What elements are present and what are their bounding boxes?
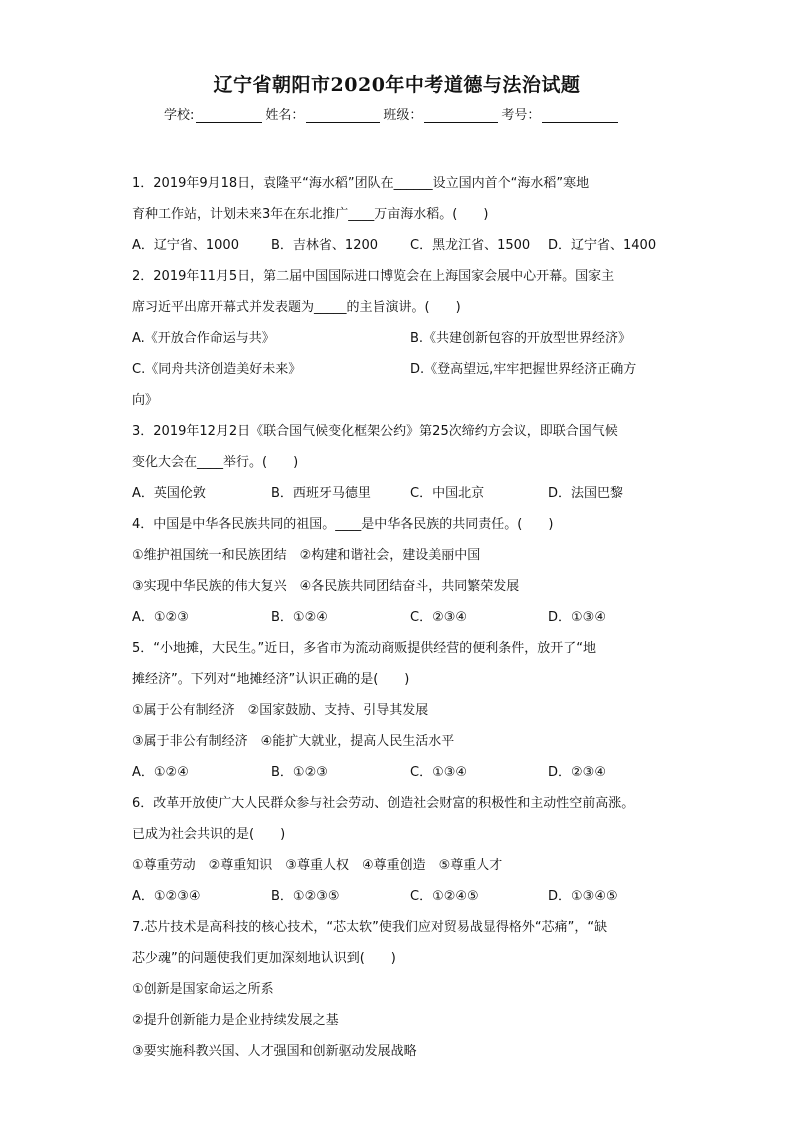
question-7-statement-2: ②提升创新能力是企业持续发展之基 <box>132 1013 339 1028</box>
question-6-line-1: 6．改革开放使广大人民群众参与社会劳动、创造社会财富的积极性和主动性空前高涨。 <box>132 796 635 811</box>
question-3-option-d[interactable]: D．法国巴黎 <box>548 486 624 501</box>
question-4-line-2: ①维护祖国统一和民族团结 ②构建和谐社会，建设美丽中国 <box>132 548 481 563</box>
question-3-line-2: 变化大会在____举行。( ) <box>132 455 299 470</box>
question-6-option-b[interactable]: B．①②③⑤ <box>271 889 340 904</box>
question-7-statement-3: ③要实施科教兴国、人才强国和创新驱动发展战略 <box>132 1044 417 1059</box>
question-6-line-2: 已成为社会共识的是( ) <box>132 827 286 842</box>
question-3-line-1: 3．2019年12月2日《联合国气候变化框架公约》第25次缔约方会议，即联合国气候 <box>132 424 618 439</box>
question-4-option-b[interactable]: B．①②④ <box>271 610 328 625</box>
question-5-line-4: ③属于非公有制经济 ④能扩大就业，提高人民生活水平 <box>132 734 455 749</box>
question-1-options <box>132 230 668 261</box>
number-blank[interactable] <box>542 108 618 123</box>
student-info-row <box>164 104 621 123</box>
class-blank[interactable] <box>424 108 498 123</box>
question-4-option-c[interactable]: C．②③④ <box>410 610 468 625</box>
question-7-statement-1: ①创新是国家命运之所系 <box>132 982 274 997</box>
question-5-line-1: 5．“小地摊，大民生。”近日，多省市为流动商贩提供经营的便利条件，放开了“地 <box>132 641 596 656</box>
question-1-option-b[interactable]: B．吉林省、1200 <box>271 238 379 253</box>
question-6-option-c[interactable]: C．①②④⑤ <box>410 889 479 904</box>
question-2-line-2: 席习近平出席开幕式并发表题为_____的主旨演讲。( ) <box>132 300 461 315</box>
question-1-line-1: 1．2019年9月18日，袁隆平“海水稻”团队在______设立国内首个“海水稻”寒地 <box>132 176 590 191</box>
question-6-line-3: ①尊重劳动 ②尊重知识 ③尊重人权 ④尊重创造 ⑤尊重人才 <box>132 858 503 873</box>
question-6-option-a[interactable]: A．①②③④ <box>132 889 201 904</box>
question-2-option-d-tail: 向》 <box>132 393 159 408</box>
question-1-line-2: 育种工作站，计划未来3年在东北推广____万亩海水稻。( ) <box>132 207 489 222</box>
page-title: 辽宁省朝阳市2020年中考道德与法治试题 <box>213 74 581 96</box>
question-2-option-d[interactable]: D.《登高望远,牢牢把握世界经济正确方 <box>410 362 637 377</box>
question-3-option-b[interactable]: B．西班牙马德里 <box>271 486 371 501</box>
question-2-options-row-1 <box>132 323 668 354</box>
question-6-options <box>132 881 668 912</box>
question-5-option-b[interactable]: B．①②③ <box>271 765 328 780</box>
question-2-option-a[interactable]: A.《开放合作命运与共》 <box>132 331 275 346</box>
question-3-options <box>132 478 668 509</box>
question-7-line-1: 7.芯片技术是高科技的核心技术，“芯太软”使我们应对贸易战显得格外“芯痛”，“缺 <box>132 920 608 935</box>
question-1-option-a[interactable]: A．辽宁省、1000 <box>132 238 239 253</box>
question-2-options-row-2 <box>132 354 668 385</box>
question-4-option-a[interactable]: A．①②③ <box>132 610 189 625</box>
question-4-line-3: ③实现中华民族的伟大复兴 ④各民族共同团结奋斗，共同繁荣发展 <box>132 579 520 594</box>
question-7-line-2: 芯少魂”的问题使我们更加深刻地认识到( ) <box>132 951 396 966</box>
name-label: 姓名： <box>265 108 305 123</box>
question-5-line-3: ①属于公有制经济 ②国家鼓励、支持、引导其发展 <box>132 703 429 718</box>
question-6-option-d[interactable]: D．①③④⑤ <box>548 889 618 904</box>
question-3-option-c[interactable]: C．中国北京 <box>410 486 485 501</box>
question-4-options <box>132 602 668 633</box>
question-5-options <box>132 757 668 788</box>
number-label: 考号： <box>501 108 541 123</box>
question-2-line-1: 2．2019年11月5日，第二届中国国际进口博览会在上海国家会展中心开幕。国家主 <box>132 269 615 284</box>
question-5-option-d[interactable]: D．②③④ <box>548 765 606 780</box>
question-5-option-c[interactable]: C．①③④ <box>410 765 468 780</box>
question-3-option-a[interactable]: A．英国伦敦 <box>132 486 206 501</box>
question-4-option-d[interactable]: D．①③④ <box>548 610 606 625</box>
question-1-option-c[interactable]: C．黑龙江省、1500 <box>410 238 531 253</box>
question-1-option-d[interactable]: D．辽宁省、1400 <box>548 238 657 253</box>
name-blank[interactable] <box>306 108 380 123</box>
class-label: 班级： <box>383 108 423 123</box>
question-5-line-2: 摊经济”。下列对“地摊经济”认识正确的是( ) <box>132 672 410 687</box>
school-label: 学校: <box>164 108 195 123</box>
school-blank[interactable] <box>196 108 262 123</box>
question-2-option-b[interactable]: B.《共建创新包容的开放型世界经济》 <box>410 331 632 346</box>
question-list <box>132 168 668 1067</box>
question-5-option-a[interactable]: A．①②④ <box>132 765 189 780</box>
question-2-option-c[interactable]: C.《同舟共济创造美好未来》 <box>132 362 302 377</box>
question-4-line-1: 4．中国是中华各民族共同的祖国。____是中华各民族的共同责任。( ) <box>132 517 554 532</box>
